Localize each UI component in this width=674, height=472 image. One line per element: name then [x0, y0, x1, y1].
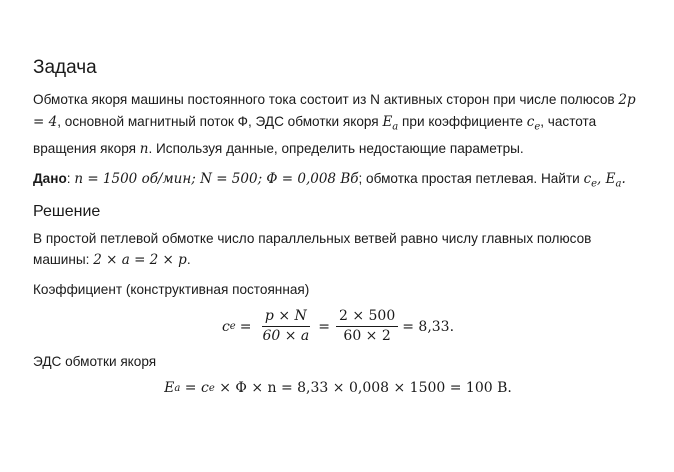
speed-symbol: n — [139, 140, 149, 157]
given-text: ; обмотка простая петлевая. Найти — [358, 170, 584, 186]
branches-formula: 2 × a = 2 × p — [93, 252, 187, 269]
document — [33, 56, 643, 402]
emf-symbol: E — [382, 114, 393, 130]
fraction-1 — [259, 308, 312, 345]
eq1-lhs-sub: e — [229, 321, 236, 333]
fraction-1-numerator: p × N — [262, 308, 310, 327]
task-text-4: , частота вращения якоря — [33, 114, 597, 156]
solution-paragraph-1 — [33, 228, 643, 271]
emf-subscript: a — [392, 121, 399, 133]
eq1-equals: = — [239, 318, 252, 335]
emf-equation — [33, 380, 643, 396]
eq1-result: = 8,33. — [402, 318, 455, 335]
given-paragraph — [33, 168, 643, 195]
eq1-equals-2: = — [318, 318, 330, 335]
coefficient-subscript: e — [534, 121, 541, 133]
find-coefficient-sub: e — [591, 178, 598, 190]
task-text-5: . Используя данные, определить недостающие параметры. — [148, 140, 524, 156]
page-title: Задача — [33, 57, 97, 78]
solution-paragraph-3: ЭДС обмотки якоря — [33, 354, 157, 370]
task-paragraph — [33, 89, 643, 160]
task-text-1: Обмотка якоря машины постоянного тока состоит из N активных сторон при числе полюсов — [33, 92, 619, 107]
eq2-lhs-sub: a — [174, 382, 181, 394]
eq2-rhs-b: × Φ × n = 8,33 × 0,008 × 1500 = 100 В. — [214, 380, 512, 397]
find-emf-sub: a — [615, 178, 622, 190]
given-values: n = 1500 об/мин; N = 500; Φ = 0,008 Вб — [74, 170, 359, 187]
fraction-2-numerator: 2 × 500 — [336, 308, 398, 327]
solution-text-1-end: . — [186, 252, 191, 268]
eq2-rhs-sub: e — [208, 382, 215, 394]
fraction-1-denominator: 60 × a — [262, 328, 310, 345]
eq1-lhs: c — [221, 318, 230, 335]
given-separator: : — [66, 170, 75, 186]
solution-title: Решение — [33, 203, 101, 221]
find-emf: , E — [597, 170, 616, 187]
given-label: Дано — [33, 170, 67, 186]
coefficient-symbol: c — [526, 114, 535, 130]
solution-paragraph-2: Коэффициент (конструктивная постоянная) — [33, 282, 310, 298]
task-text-2: , основной магнитный поток Ф, ЭДС обмотки якоря — [57, 114, 383, 129]
solution-text-1: В простой петлевой обмотке число параллельных ветвей равно числу главных полюсов машины: — [33, 231, 592, 268]
fraction-2-denominator: 60 × 2 — [343, 328, 391, 345]
eq2-lhs: E — [164, 380, 175, 397]
find-period: . — [621, 170, 626, 187]
eq2-rhs-a: = c — [180, 380, 209, 397]
task-text-3: при коэффициенте — [398, 114, 527, 129]
poles-formula: 2p = 4 — [33, 92, 636, 130]
fraction-2 — [336, 308, 398, 345]
find-coefficient: c — [583, 170, 592, 187]
coefficient-equation — [33, 308, 643, 345]
